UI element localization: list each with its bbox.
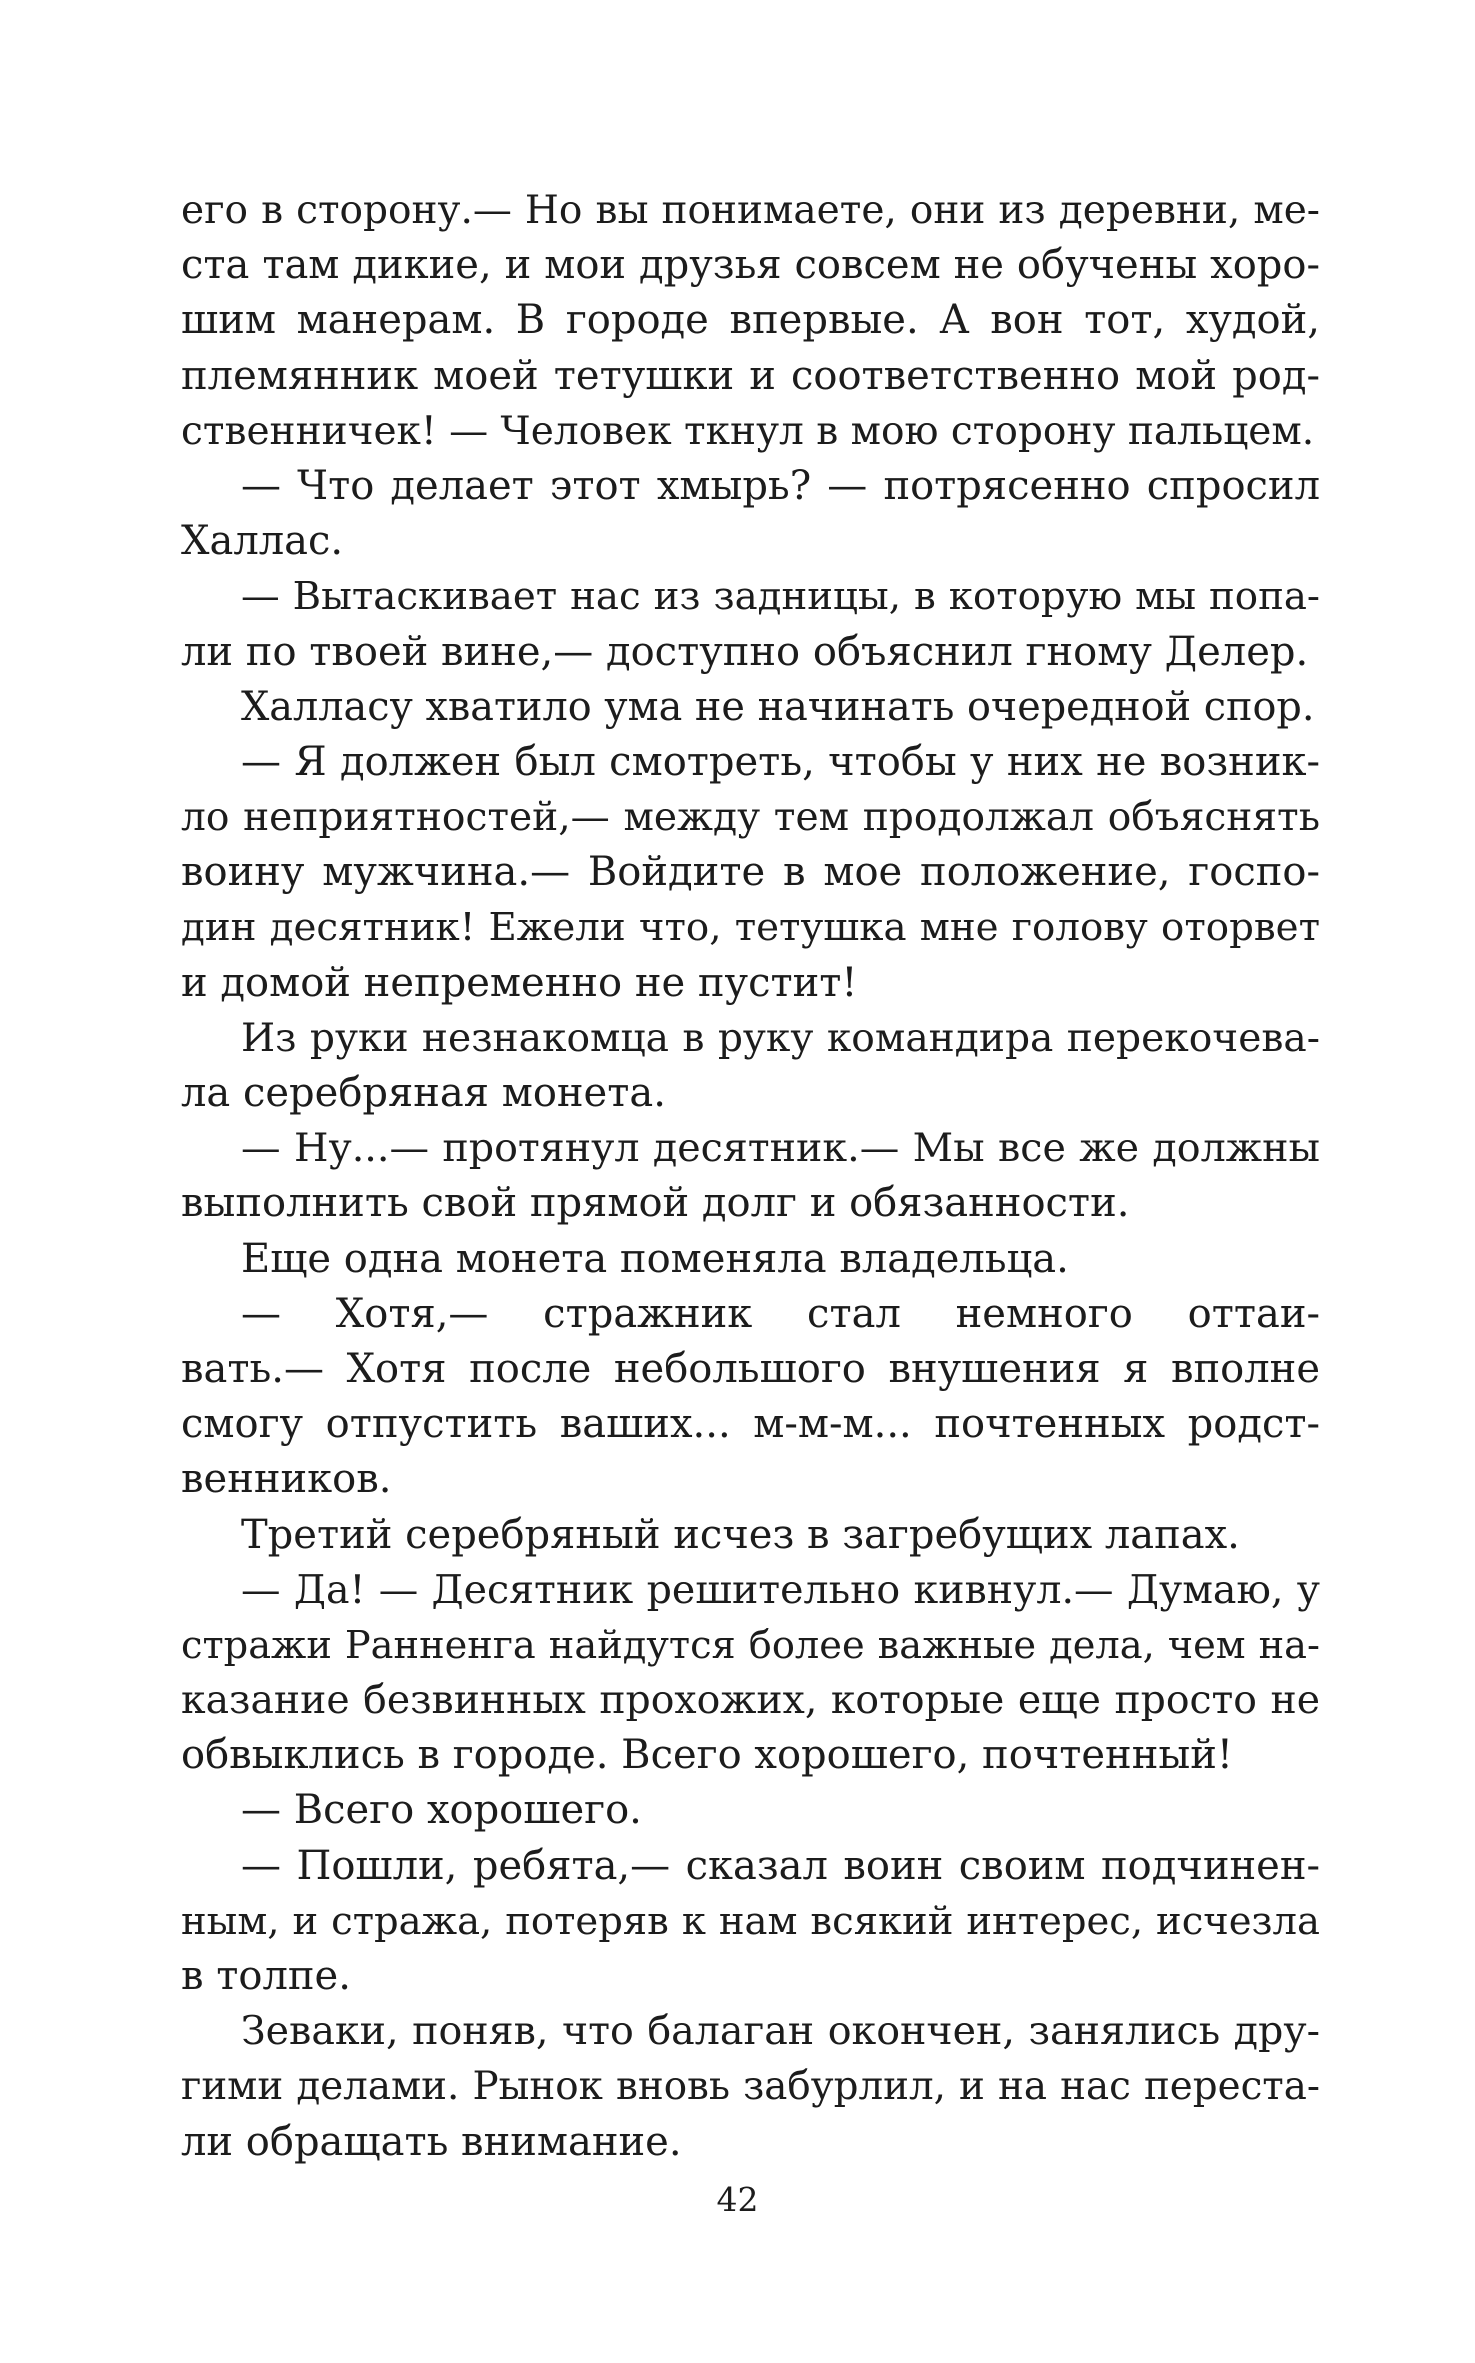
text-line: Халласу хватило ума не начинать очередной спор. [241, 683, 1315, 730]
text-line: гими делами. Рынок вновь забурлил, и на нас переста- [181, 2064, 1320, 2110]
text-line: воину мужчина.— Войдите в мое положение, госпо- [181, 849, 1320, 896]
text-line: смогу отпустить ваших... м-м-м... почтенных родст- [181, 1401, 1320, 1448]
text-line: — Да! — Десятник решительно кивнул.— Думаю, у [241, 1566, 1320, 1613]
text-line: казание безвинных прохожих, которые еще просто не [181, 1677, 1320, 1724]
text-line: ла серебряная монета. [181, 1070, 666, 1116]
text-line: шим манерам. В городе впервые. А вон тот, худой, [181, 297, 1320, 344]
text-line: и домой непременно не пустит! [181, 959, 858, 1006]
text-line: вать.— Хотя после небольшого внушения я вполне [181, 1345, 1320, 1392]
text-line: ло неприятностей,— между тем продолжал объяснять [181, 795, 1320, 841]
text-line: Третий серебряный исчез в загребущих лапах. [241, 1511, 1240, 1558]
text-line: ли обращать внимание. [181, 2118, 682, 2165]
text-line: стражи Ранненга найдутся более важные дела, чем на- [181, 1622, 1320, 1668]
text-line: — Хотя,— стражник стал немного оттаи- [241, 1290, 1320, 1337]
text-line: — Вытаскивает нас из задницы, в которую мы попа- [241, 574, 1320, 620]
text-line: — Я должен был смотреть, чтобы у них не возник- [241, 738, 1320, 785]
text-line: — Всего хорошего. [241, 1787, 642, 1834]
text-line: дин десятник! Ежели что, тетушка мне голову оторвет [181, 905, 1320, 951]
page-number: 42 [716, 2180, 759, 2219]
text-line: Еще одна монета поменяла владельца. [241, 1235, 1069, 1282]
text-line: ным, и стража, потеряв к нам всякий интерес, исчезла [181, 1898, 1320, 1944]
text-line: венников. [181, 1456, 392, 1503]
text-line: Зеваки, поняв, что балаган окончен, занялись дру- [241, 2008, 1320, 2055]
text-line: в толпе. [181, 1953, 351, 1999]
text-line: ственничек! — Человек ткнул в мою сторону пальцем. [181, 408, 1315, 454]
body-text [181, 183, 1320, 2170]
text-line: обвыклись в городе. Всего хорошего, почтенный! [181, 1732, 1233, 1779]
text-line: Халлас. [181, 518, 344, 565]
text-line: ста там дикие, и мои друзья совсем не обучены хоро- [181, 242, 1320, 289]
text-line: — Пошли, ребята,— сказал воин своим подчинен- [241, 1842, 1320, 1889]
text-line: Из руки незнакомца в руку командира перекочева- [241, 1015, 1320, 1061]
text-line: — Ну...— протянул десятник.— Мы все же должны [241, 1125, 1320, 1172]
text-line: племянник моей тетушки и соответственно мой род- [181, 352, 1320, 399]
text-line: — Что делает этот хмырь? — потрясенно спросил [241, 462, 1320, 509]
text-line: ли по твоей вине,— доступно объяснил гному Делер. [181, 628, 1309, 675]
text-line: выполнить свой прямой долг и обязанности. [181, 1180, 1130, 1227]
text-line: его в сторону.— Но вы понимаете, они из деревни, ме- [181, 188, 1320, 233]
